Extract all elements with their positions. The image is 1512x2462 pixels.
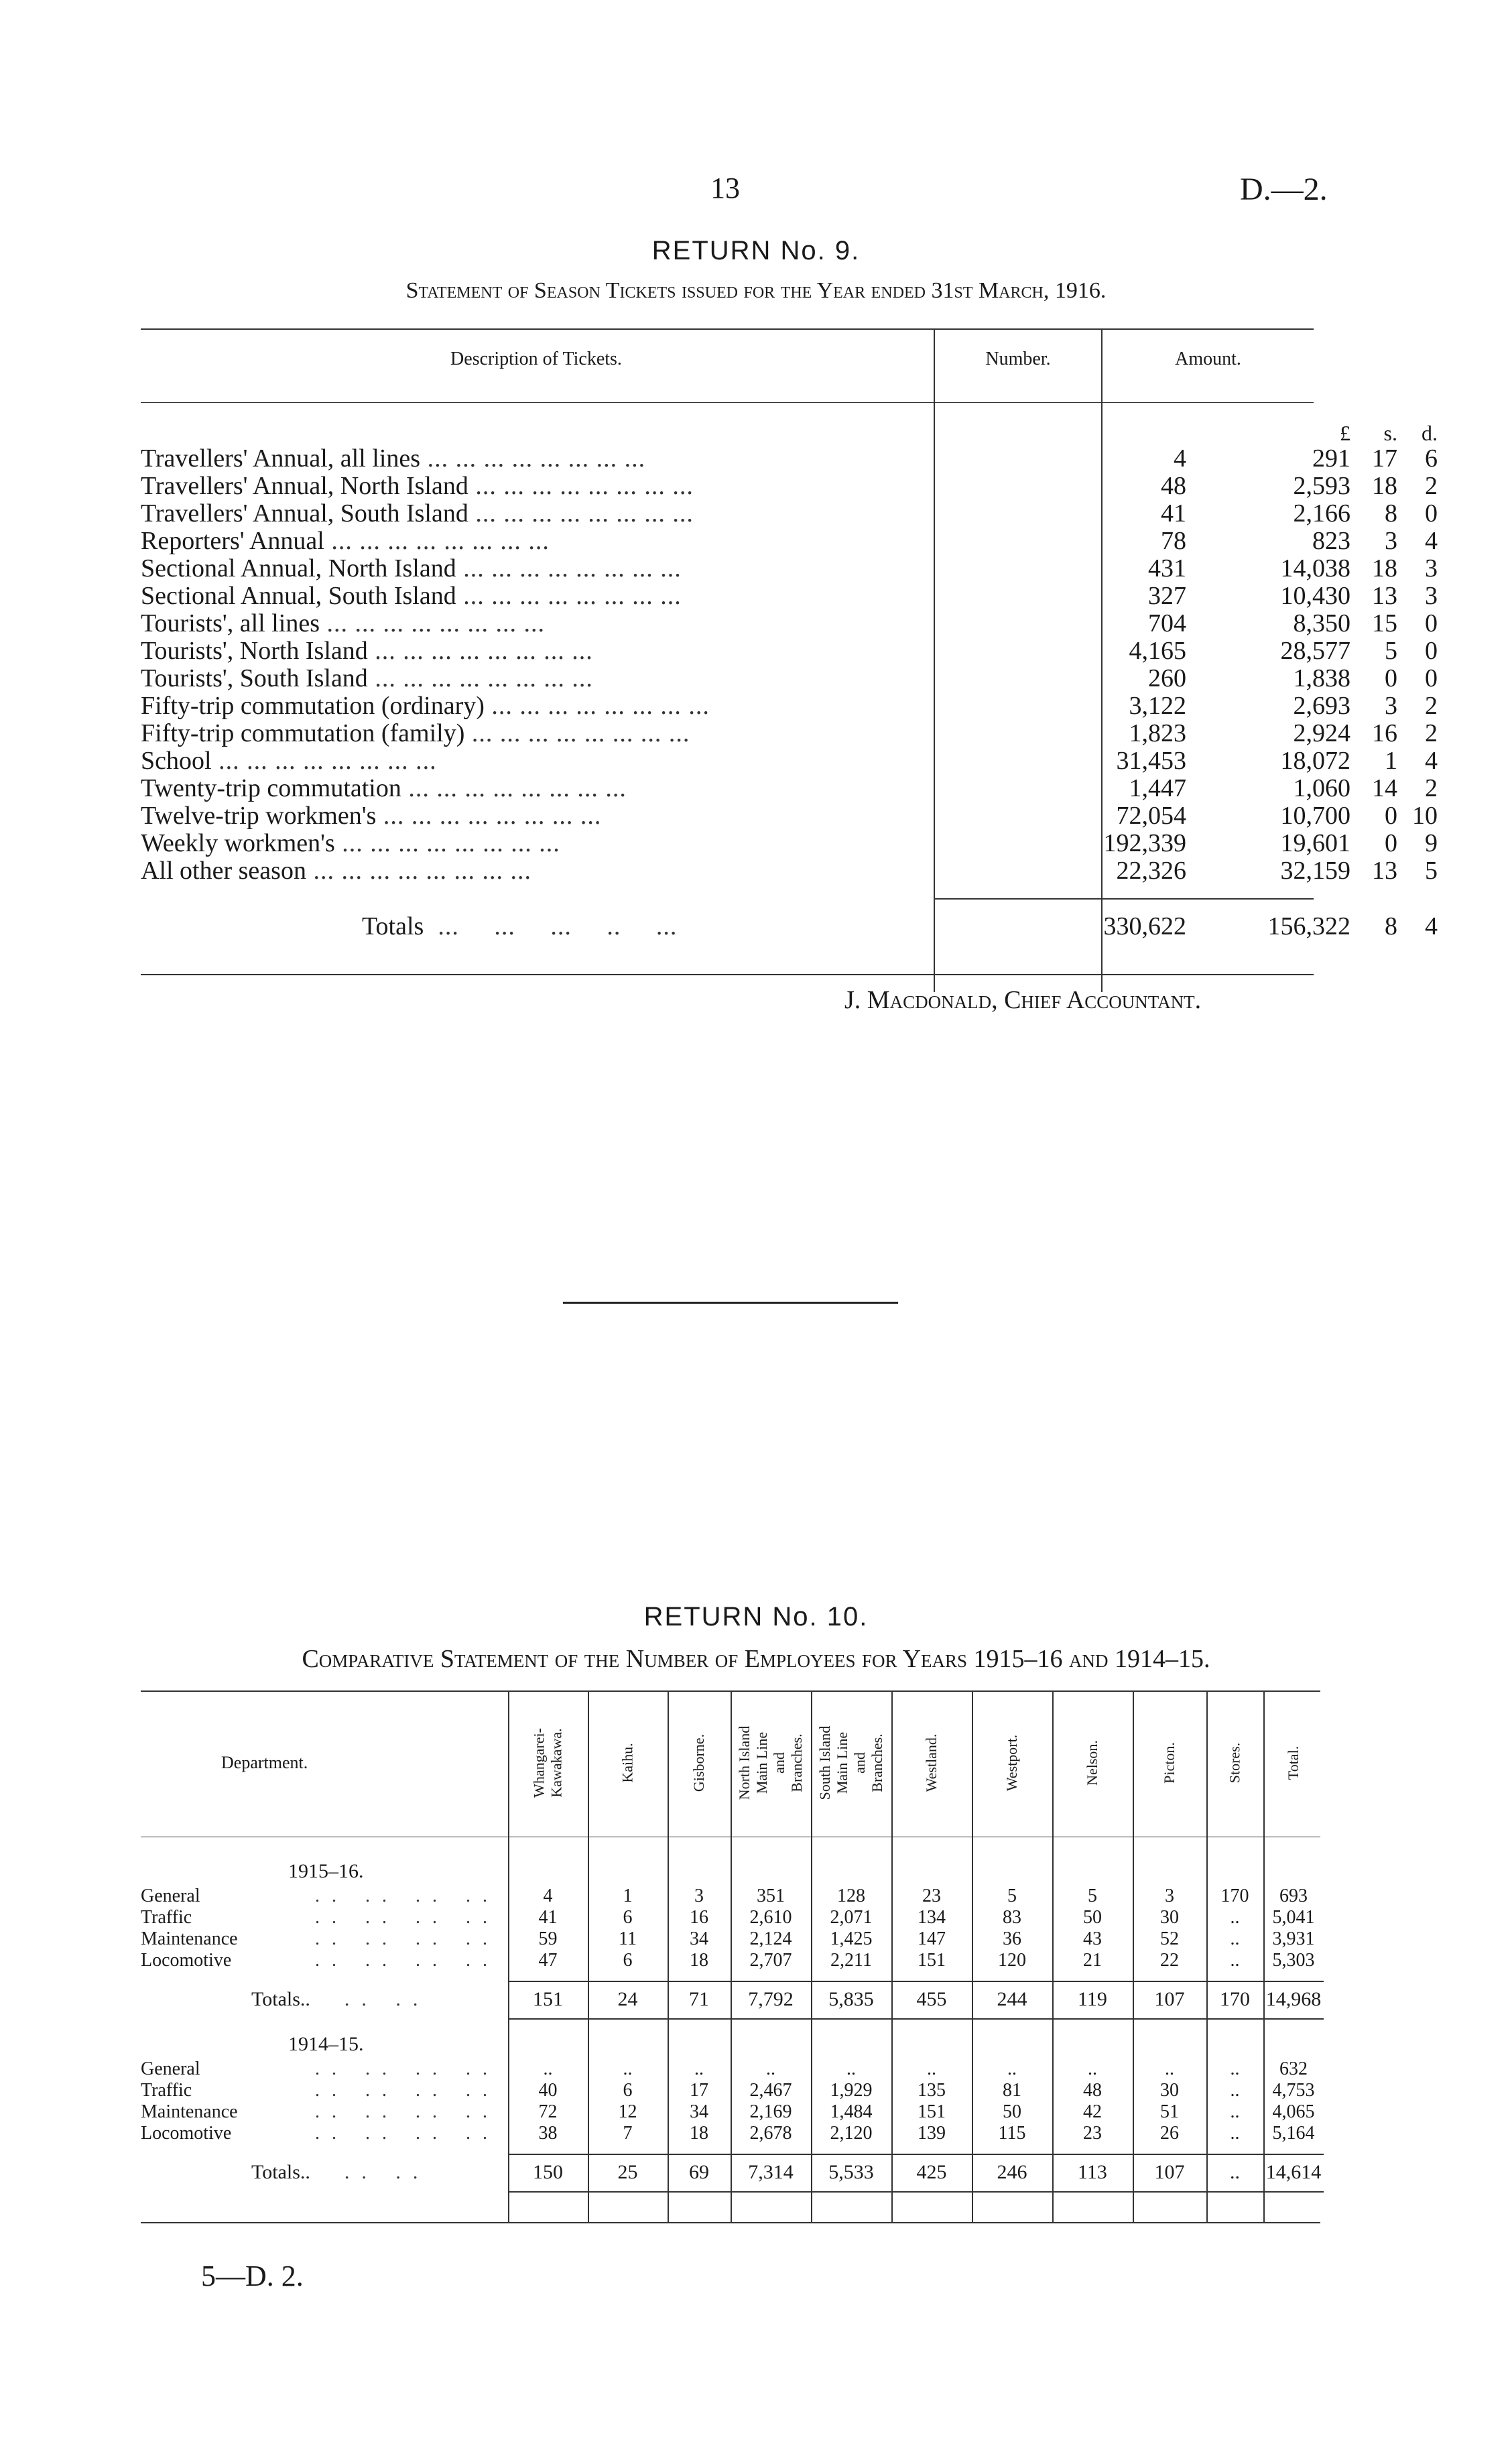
cell-value: 351 [757,1886,785,1906]
amount-pounds: 32,159 [1280,857,1350,885]
ticket-number: 327 [1148,582,1186,610]
ticket-description: School ... ... ... ... ... ... ... ... [141,747,437,775]
amount-pence: 2 [1425,774,1438,802]
year-label: 1915–16. [288,1860,364,1882]
table-row [141,719,1438,747]
column-header-label: Westport. [1003,1734,1020,1792]
cell-value: 4,753 [1272,2080,1315,2101]
shillings-unit: s. [1383,421,1397,445]
amount-pounds: 10,430 [1280,582,1350,610]
cell-value: .. [766,2058,775,2079]
amount-pounds: 19,601 [1280,829,1350,857]
cell-value: 151 [918,1950,946,1971]
table-top-rule [141,328,1314,330]
amount-pence: 0 [1425,664,1438,692]
cell-value: 147 [918,1928,946,1949]
cell-value: 5 [1007,1886,1017,1906]
table-row [141,829,1438,857]
ticket-number: 192,339 [1103,829,1186,857]
cell-value: 2,467 [749,2080,792,2101]
page-footer-reference: 5—D. 2. [201,2260,304,2292]
ticket-number: 431 [1148,554,1186,582]
amount-pounds: 2,593 [1293,472,1350,500]
cell-value: 1,929 [830,2080,873,2101]
total-value: 107 [1154,1988,1185,2010]
cell-value: 6 [623,2080,633,2101]
cell-value: 6 [623,1907,633,1928]
total-value: 14,968 [1265,1988,1322,2010]
table-row [141,637,1438,665]
totals-rule [508,2191,1324,2193]
currency-units-row [141,420,1438,447]
amount-pounds: 1,838 [1293,664,1350,692]
column-header [1206,1696,1263,1830]
amount-pence: 2 [1425,719,1438,747]
ticket-number: 78 [1161,527,1186,555]
cell-value: 50 [1003,2101,1021,2122]
table-row [141,774,1438,802]
column-header [508,1696,588,1830]
column-header-label: Westland. [923,1733,940,1792]
column-header-label: North Island Main Line and Branches. [736,1725,805,1800]
amount-shillings: 14 [1372,774,1397,802]
table-row [141,444,1438,473]
cell-value: .. [694,2058,704,2079]
amount-pence: 2 [1425,472,1438,500]
amount-pounds: 2,924 [1293,719,1350,747]
total-value: 170 [1220,1988,1250,2010]
department-name: Locomotive [141,1950,232,1971]
cell-value: 693 [1279,1886,1308,1906]
ticket-description: All other season ... ... ... ... ... ... ... ... [141,857,531,885]
ticket-number: 72,054 [1116,802,1186,830]
amount-shillings: 18 [1372,472,1397,500]
table-row [141,2123,1320,2144]
totals-label: Totals ... ... ... .. ... [362,913,678,940]
table-bottom-rule [141,974,1314,975]
cell-value: .. [543,2058,553,2079]
totals-number: 330,622 [1103,912,1186,940]
totals-rule [508,2018,1324,2020]
column-header-label: Nelson. [1084,1740,1100,1786]
cell-value: 26 [1160,2123,1179,2144]
cell-value: 17 [690,2080,708,2101]
department-name: Traffic [141,1907,192,1928]
cell-value: 2,610 [749,1907,792,1928]
amount-shillings: 3 [1385,527,1397,555]
cell-value: .. [1007,2058,1017,2079]
amount-pence: 4 [1425,747,1438,775]
cell-value: 34 [690,1928,708,1949]
table-row [141,802,1438,830]
cell-value: 22 [1160,1950,1179,1971]
ticket-description: Weekly workmen's ... ... ... ... ... ... ... ... [141,830,560,857]
amount-pence: 3 [1425,554,1438,582]
totals-rule [934,898,1314,900]
ticket-number: 260 [1148,664,1186,692]
table-bottom-rule [141,2222,1320,2223]
department-name: Maintenance [141,1928,238,1949]
ticket-description: Fifty-trip commutation (ordinary) ... ... ... ... ... ... ... ... [141,692,710,720]
table-row [141,692,1438,720]
amount-pence: 4 [1425,527,1438,555]
leader-dots: .. .. .. .. [315,2058,499,2079]
column-header-label: Kaihu. [619,1743,636,1783]
cell-value: 139 [918,2123,946,2144]
cell-value: 42 [1083,2101,1102,2122]
amount-pounds: 10,700 [1280,802,1350,830]
ticket-description: Travellers' Annual, all lines ... ... ... ... ... ... ... ... [141,445,646,473]
department-name: Maintenance [141,2101,238,2122]
year-label: 1914–15. [288,2033,364,2055]
column-header-label: Whangarei-Kawakawa. [530,1728,565,1798]
table-row [141,582,1438,610]
column-header-label: South Island Main Line and Branches. [816,1725,885,1800]
total-value: 7,792 [748,1988,794,2010]
cell-value: .. [927,2058,936,2079]
ticket-description: Sectional Annual, South Island ... ... ... ... ... ... ... ... [141,582,682,610]
column-header [972,1696,1052,1830]
cell-value: 50 [1083,1907,1102,1928]
ticket-number: 31,453 [1116,747,1186,775]
amount-pence: 9 [1425,829,1438,857]
amount-pounds: 8,350 [1293,609,1350,637]
cell-value: 1,484 [830,2101,873,2122]
cell-value: 51 [1160,2101,1179,2122]
cell-value: 3 [1165,1886,1174,1906]
total-value: 119 [1078,1988,1107,2010]
cell-value: 23 [922,1886,941,1906]
header-rule [141,402,1314,403]
cell-value: 59 [538,1928,558,1949]
pounds-unit: £ [1340,421,1350,445]
amount-pence: 0 [1425,499,1438,528]
table-row [141,527,1438,555]
section-divider [563,1302,898,1304]
cell-value: 134 [918,1907,946,1928]
cell-value: 135 [918,2080,946,2101]
cell-value: 5,041 [1272,1907,1315,1928]
amount-pence: 0 [1425,637,1438,665]
ticket-number: 41 [1161,499,1186,528]
ticket-number: 1,823 [1129,719,1186,747]
amount-pounds: 823 [1312,527,1350,555]
cell-value: 47 [538,1950,558,1971]
ticket-number: 3,122 [1129,692,1186,720]
cell-value: 632 [1279,2058,1308,2079]
cell-value: 2,124 [749,1928,792,1949]
department-name: General [141,2058,200,2079]
table-row [141,554,1438,582]
cell-value: .. [1165,2058,1174,2079]
page-number: 13 [710,172,740,204]
cell-value: 2,071 [830,1907,873,1928]
column-header [811,1696,891,1830]
table-row [141,1907,1320,1928]
totals-row [141,912,1438,940]
amount-pounds: 291 [1312,444,1350,473]
total-value: 14,614 [1265,2161,1322,2183]
cell-value: 6 [623,1950,633,1971]
amount-shillings: 18 [1372,554,1397,582]
amount-pence: 3 [1425,582,1438,610]
column-header-label: Gisborne. [690,1733,707,1792]
ticket-description: Sectional Annual, North Island ... ... ... ... ... ... ... ... [141,555,682,582]
return-10-title: RETURN No. 10. [643,1602,869,1632]
cell-value: 2,169 [749,2101,792,2122]
leader-dots: .. .. .. .. [315,1950,499,1971]
amount-shillings: 15 [1372,609,1397,637]
cell-value: .. [1230,2080,1240,2101]
leader-dots: .. .. .. .. [315,2123,499,2144]
amount-pounds: 2,166 [1293,499,1350,528]
description-header: Description of Tickets. [450,349,622,369]
table-row [141,609,1438,637]
cell-value: 30 [1160,2080,1179,2101]
ticket-description: Tourists', North Island ... ... ... ... ... ... ... ... [141,637,593,665]
department-name: Traffic [141,2080,192,2101]
column-header [891,1696,972,1830]
total-value: 113 [1078,2161,1107,2183]
cell-value: 21 [1083,1950,1102,1971]
ticket-number: 4 [1174,444,1186,473]
cell-value: 43 [1083,1928,1102,1949]
table-row [141,747,1438,775]
leader-dots: .. .. .. .. [315,1928,499,1949]
column-header [731,1696,811,1830]
ticket-number: 48 [1161,472,1186,500]
totals-pence: 4 [1425,912,1438,940]
total-value: .. [1230,2161,1240,2183]
document-reference: D.—2. [1240,172,1328,207]
cell-value: 128 [837,1886,865,1906]
cell-value: 1,425 [830,1928,873,1949]
cell-value: 18 [690,2123,708,2144]
cell-value: .. [1088,2058,1097,2079]
cell-value: 2,120 [830,2123,873,2144]
ticket-number: 1,447 [1129,774,1186,802]
cell-value: 151 [918,2101,946,2122]
totals-row [141,2162,1320,2183]
amount-shillings: 1 [1385,747,1397,775]
number-header: Number. [985,349,1051,369]
cell-value: 115 [998,2123,1026,2144]
column-header-label: Total. [1285,1745,1302,1780]
cell-value: .. [623,2058,633,2079]
ticket-number: 22,326 [1116,857,1186,885]
ticket-description: Tourists', all lines ... ... ... ... ... ... ... ... [141,610,546,637]
total-value: 244 [997,1988,1027,2010]
total-value: 150 [533,2161,563,2183]
total-value: 151 [533,1988,563,2010]
amount-shillings: 13 [1372,857,1397,885]
cell-value: 5 [1088,1886,1097,1906]
return-10-subtitle: Comparative Statement of the Number of Employees for Years 1915–16 and 1914–15. [302,1645,1210,1673]
cell-value: 3 [694,1886,704,1906]
amount-pence: 5 [1425,857,1438,885]
cell-value: 2,211 [830,1950,872,1971]
table-row [141,2101,1320,2123]
table-row [141,664,1438,692]
cell-value: 52 [1160,1928,1179,1949]
cell-value: .. [1230,1950,1240,1971]
table-row [141,472,1438,500]
ticket-description: Reporters' Annual ... ... ... ... ... ... ... ... [141,528,550,555]
table-row [141,1950,1320,1971]
cell-value: 83 [1003,1907,1021,1928]
amount-shillings: 13 [1372,582,1397,610]
total-value: 107 [1154,2161,1185,2183]
ticket-description: Tourists', South Island ... ... ... ... ... ... ... ... [141,665,593,692]
column-header [1263,1696,1324,1830]
cell-value: 5,164 [1272,2123,1315,2144]
ticket-description: Travellers' Annual, South Island ... ... ... ... ... ... ... ... [141,500,694,528]
amount-pence: 0 [1425,609,1438,637]
table-row [141,2080,1320,2101]
amount-pounds: 14,038 [1280,554,1350,582]
total-value: 7,314 [748,2161,794,2183]
leader-dots: .. .. .. .. [315,2080,499,2101]
department-header: Department. [221,1753,308,1772]
total-value: 69 [689,2161,709,2183]
cell-value: 5,303 [1272,1950,1315,1971]
table-row [141,1928,1320,1950]
cell-value: .. [1230,1907,1240,1928]
amount-pounds: 2,693 [1293,692,1350,720]
cell-value: 3,931 [1272,1928,1315,1949]
amount-shillings: 5 [1385,637,1397,665]
cell-value: 36 [1003,1928,1021,1949]
column-header [588,1696,668,1830]
cell-value: .. [846,2058,856,2079]
ticket-description: Twelve-trip workmen's ... ... ... ... ... ... ... ... [141,802,602,830]
cell-value: 120 [998,1950,1026,1971]
amount-pence: 10 [1412,802,1438,830]
amount-pounds: 18,072 [1280,747,1350,775]
amount-pounds: 28,577 [1280,637,1350,665]
totals-shillings: 8 [1385,912,1397,940]
amount-shillings: 3 [1385,692,1397,720]
total-value: 455 [916,1988,947,2010]
amount-shillings: 16 [1372,719,1397,747]
cell-value: 170 [1220,1886,1249,1906]
cell-value: 81 [1003,2080,1021,2101]
amount-pence: 2 [1425,692,1438,720]
total-value: 5,533 [828,2161,874,2183]
cell-value: 41 [538,1907,558,1928]
amount-shillings: 0 [1385,802,1397,830]
column-header-label: Stores. [1226,1742,1243,1784]
cell-value: 72 [538,2101,558,2122]
amount-shillings: 0 [1385,829,1397,857]
amount-shillings: 0 [1385,664,1397,692]
ticket-description: Twenty-trip commutation ... ... ... ... ... ... ... ... [141,775,627,802]
cell-value: 7 [623,2123,633,2144]
cell-value: 23 [1083,2123,1102,2144]
cell-value: 11 [619,1928,637,1949]
totals-rule [508,1981,1324,1982]
leader-dots: .. .. .. .. [315,2101,499,2122]
cell-value: .. [1230,2058,1240,2079]
cell-value: 2,678 [749,2123,792,2144]
ticket-number: 4,165 [1129,637,1186,665]
totals-row [141,1989,1320,2010]
totals-rule [508,2154,1324,2155]
amount-pence: 6 [1425,444,1438,473]
cell-value: 48 [1083,2080,1102,2101]
leader-dots: .. .. .. .. [315,1907,499,1928]
cell-value: 4,065 [1272,2101,1315,2122]
total-value: 24 [617,1988,638,2010]
signature: J. Macdonald, Chief Accountant. [844,986,1202,1014]
amount-shillings: 8 [1385,499,1397,528]
department-name: General [141,1886,200,1906]
total-value: 71 [689,1988,709,2010]
return-9-subtitle: Statement of Season Tickets issued for the Year ended 31st March, 1916. [405,278,1107,303]
amount-shillings: 17 [1372,444,1397,473]
cell-value: .. [1230,2123,1240,2144]
total-value: 5,835 [828,1988,874,2010]
table-row [141,2058,1320,2080]
totals-label: Totals.. .. .. [251,2161,430,2183]
cell-value: 40 [538,2080,558,2101]
total-value: 25 [617,2161,638,2183]
total-value: 425 [916,2161,947,2183]
return-9-title: RETURN No. 9. [651,236,861,265]
column-header [1052,1696,1133,1830]
cell-value: 4 [543,1886,553,1906]
amount-pounds: 1,060 [1293,774,1350,802]
leader-dots: .. .. .. .. [315,1886,499,1906]
cell-value: 12 [618,2101,637,2122]
ticket-description: Fifty-trip commutation (family) ... ... ... ... ... ... ... ... [141,720,690,747]
cell-value: 16 [690,1907,708,1928]
cell-value: 38 [538,2123,558,2144]
totals-pounds: 156,322 [1267,912,1350,940]
table-row [141,857,1438,885]
column-header [668,1696,731,1830]
table-row [141,1886,1320,1907]
amount-header: Amount. [1175,349,1241,369]
ticket-description: Travellers' Annual, North Island ... ... ... ... ... ... ... ... [141,473,694,500]
pence-unit: d. [1422,421,1438,445]
cell-value: .. [1230,2101,1240,2122]
column-header [1133,1696,1206,1830]
cell-value: 34 [690,2101,708,2122]
cell-value: .. [1230,1928,1240,1949]
cell-value: 1 [623,1886,633,1906]
department-name: Locomotive [141,2123,232,2144]
cell-value: 18 [690,1950,708,1971]
totals-label: Totals.. .. .. [251,1988,430,2010]
cell-value: 30 [1160,1907,1179,1928]
column-header-label: Picton. [1161,1742,1178,1784]
cell-value: 2,707 [749,1950,792,1971]
table-row [141,499,1438,528]
ticket-number: 704 [1148,609,1186,637]
total-value: 246 [997,2161,1027,2183]
